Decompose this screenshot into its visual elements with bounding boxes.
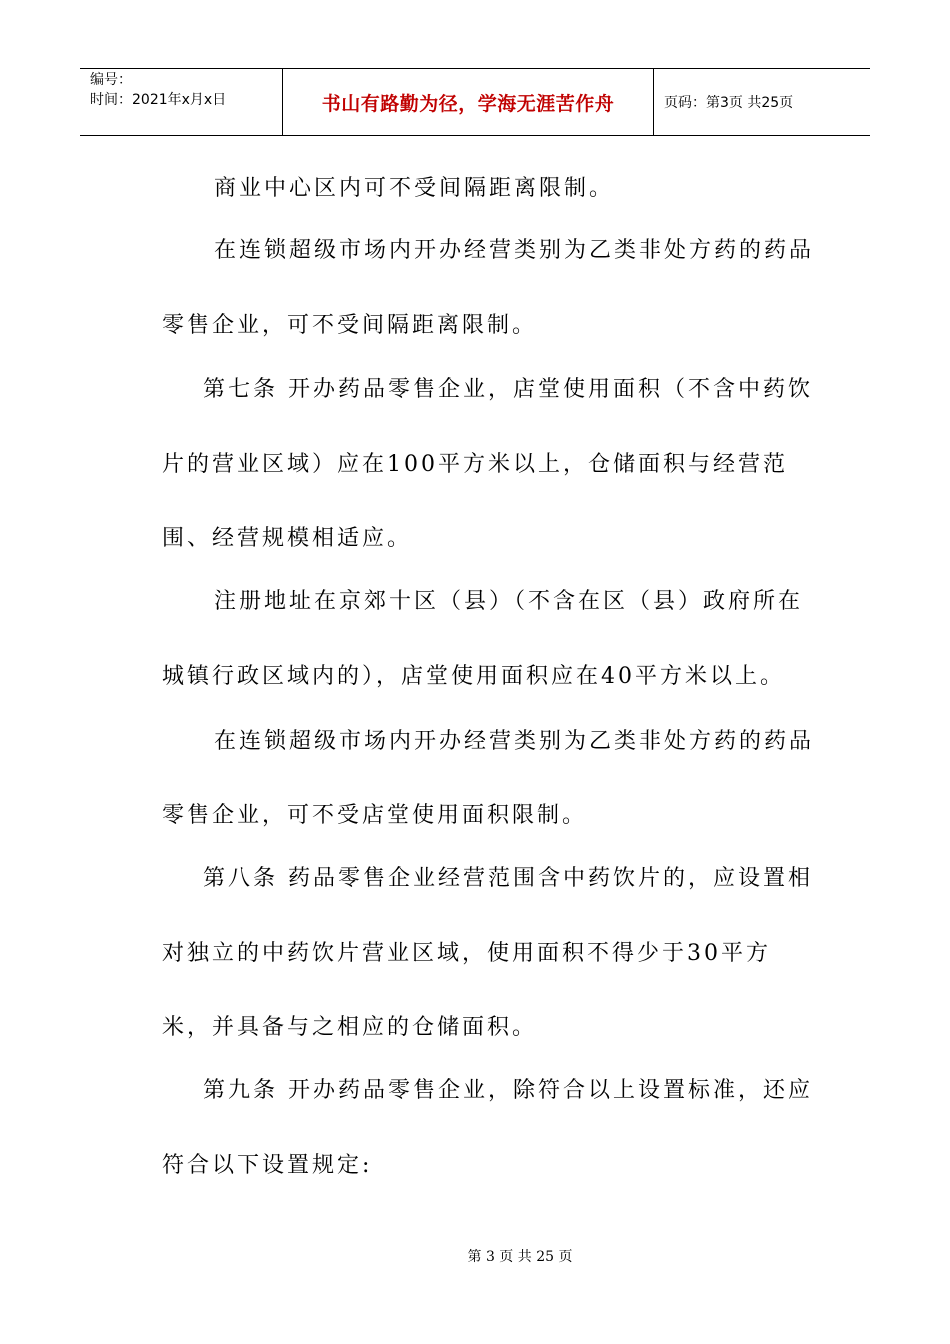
header-page-info: 页码：第3页 共25页 — [664, 95, 794, 111]
body-line: 米，并具备与之相应的仓储面积。 — [162, 1015, 538, 1040]
document-time-label: 时间：2021年x月x日 — [90, 92, 227, 108]
body-line: 零售企业，可不受店堂使用面积限制。 — [162, 803, 588, 828]
body-line: 第七条 开办药品零售企业，店堂使用面积（不含中药饮 — [203, 377, 813, 402]
document-number-label: 编号： — [90, 72, 132, 88]
footer-page-number: 第 3 页 共 25 页 — [467, 1249, 573, 1265]
header-motto: 书山有路勤为径，学海无涯苦作舟 — [321, 92, 615, 115]
header-motto-cell — [282, 69, 654, 135]
header-meta — [80, 69, 282, 135]
body-line: 片的营业区域）应在100平方米以上，仓储面积与经营范 — [162, 452, 788, 477]
page-footer — [0, 1246, 950, 1266]
body-line: 在连锁超级市场内开办经营类别为乙类非处方药的药品 — [214, 729, 815, 754]
body-line: 在连锁超级市场内开办经营类别为乙类非处方药的药品 — [214, 238, 815, 263]
body-line: 符合以下设置规定: — [162, 1153, 373, 1178]
page-header — [80, 68, 870, 136]
body-line: 对独立的中药饮片营业区域，使用面积不得少于30平方 — [162, 941, 771, 966]
body-line: 围、经营规模相适应。 — [162, 526, 413, 551]
header-page-cell — [654, 69, 870, 135]
body-line: 商业中心区内可不受间隔距离限制。 — [214, 176, 615, 201]
body-line: 第八条 药品零售企业经营范围含中药饮片的，应设置相 — [203, 866, 813, 891]
body-line: 城镇行政区域内的），店堂使用面积应在40平方米以上。 — [162, 664, 785, 689]
body-line: 零售企业，可不受间隔距离限制。 — [162, 313, 538, 338]
body-line: 注册地址在京郊十区（县）（不含在区（县）政府所在 — [214, 589, 804, 614]
body-line: 第九条 开办药品零售企业，除符合以上设置标准，还应 — [203, 1078, 813, 1103]
